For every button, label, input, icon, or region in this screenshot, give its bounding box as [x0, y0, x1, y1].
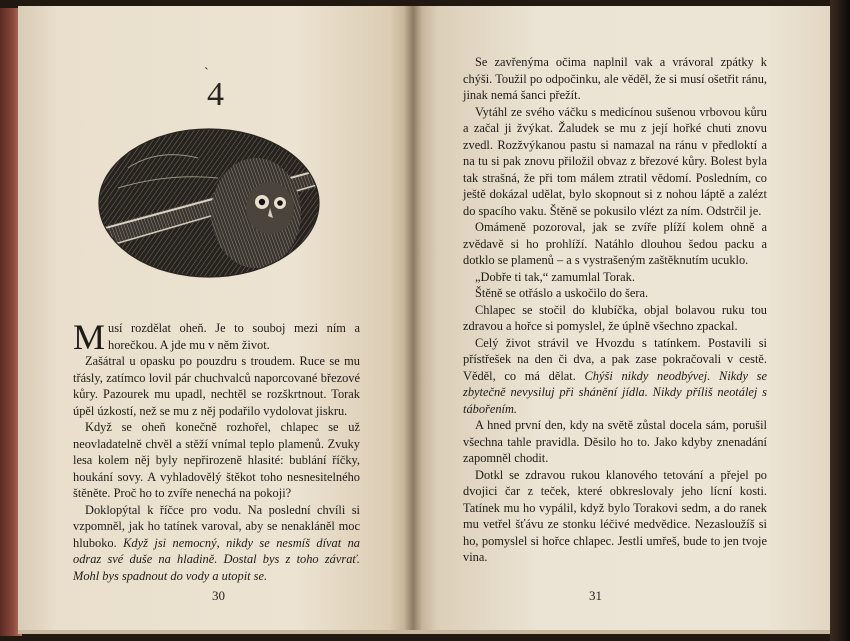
paragraph [73, 419, 360, 502]
paragraph [463, 54, 767, 104]
text-run: usí rozdělat oheň. Je to souboj mezi ním a horečkou. A jde mu v něm život. [108, 321, 360, 352]
chapter-number: 4 [207, 76, 224, 113]
text-run: „Dobře ti tak,“ zamumlal Torak. [475, 269, 635, 284]
text-run: Celý život strávil ve Hvozdu s tatínkem. Postavili si přístřešek na den či dva, a pak zase pokračovali v cestě. Věděl, co má dělat. [463, 335, 767, 383]
page-number-left: 30 [212, 588, 225, 603]
paragraph [463, 467, 767, 566]
text-run: Doklopýtal k říčce pro vodu. Na poslední chvíli si vzpomněl, jak ho tatínek varoval, aby se nenakláněl moc hluboko. [73, 502, 360, 550]
text-run: Zašátral u opasku po pouzdru s troudem. Ruce se mu třásly, zatímco lovil pár chuchvalců naporcované březové kůry. Pazourek mu upadl, nechtěl se rozškrtnout. Torak úpěl úzkostí, než se mu z něj podařilo vydolovat jiskru. [73, 354, 360, 418]
text-run: A hned první den, kdy na světě zůstal docela sám, porušil všechna tahle pravidla. Děsilo ho to. Jako kdyby znenadání zapomněl chodit. [463, 418, 767, 465]
left-page-text [73, 317, 360, 584]
paragraph [73, 502, 360, 585]
paragraph [73, 317, 360, 357]
text-run: Omámeně pozoroval, jak se zvíře plíží kolem ohně a zvědavě si ho prohlíží. Natáhlo dlouhou šedou packu a dotklo se plamenů – a s vystrašeným zaštěknutím ucuklo. [463, 220, 767, 267]
text-run: Štěně se otřáslo a uskočilo do šera. [475, 286, 649, 300]
right-page-text [463, 54, 767, 566]
paragraph [463, 335, 767, 418]
paragraph [463, 219, 767, 269]
drop-cap: M [73, 317, 106, 357]
paragraph [463, 285, 767, 302]
book-cover-edge-right [830, 0, 850, 641]
book-gutter [404, 6, 422, 630]
text-run: Chlapec se stočil do klubíčka, objal bolavou ruku tou zdravou a hořce si pomyslel, že úplně všechno zpackal. [463, 302, 767, 333]
text-run: Když se oheň konečně rozhořel, chlapec se už neovladatelně chvěl a stěží vnímal teplo plamenů. Zvuky lesa kolem něj byly nepřirozeně hlasité: bublání říčky, houkání sovy. A vyhladovělý štěkot toho nesnesitelného štěněte. Proč ho to zvíře nenechá na pokoji? [73, 420, 360, 500]
right-page [413, 6, 830, 630]
paragraph [463, 104, 767, 220]
owl-engraving-illustration [98, 128, 320, 278]
paragraph [73, 353, 360, 419]
paragraph [463, 302, 767, 335]
text-run: Se zavřenýma očima naplnil vak a vrávoral zpátky k chýši. Toužil po odpočinku, ale věděl, že si musí ošetřit ránu, jinak nemá šanci přežít. [463, 55, 767, 102]
ornament-mark: ˋ [204, 66, 209, 81]
text-run: Vytáhl ze svého váčku s medicínou sušenou vrbovou kůru a začal ji žvýkat. Žaludek se mu z její hořké chuti znovu zvedl. Rozžvýkanou pastu si namazal na ránu v předloktí a na tu si pak znovu přiložil obvaz z březové kůry. Bolest byla tak strašná, že při tom málem ztratil vědomí. Posledním, co ještě dokázal udělat, bylo skopnout si z nohou láptě a zalézt do spacího vaku. Štěně se pokusilo vlézt za ním. Odstrčil je. [463, 104, 767, 218]
paragraph [463, 269, 767, 286]
italic-text-run: Když jsi nemocný, nikdy se nesmíš dívat na odraz své duše na hladině. Dostal bys z toho závrať. Mohl bys spadnout do vody a utopit se. [73, 535, 360, 583]
text-run: Dotkl se zdravou rukou klanového tetování a přejel po dvojici čar z teček, které obkreslovaly jeho lícní kosti. Tatínek mu ho vypálil, když bylo Torakovi sedm, a do ranek mu vetřel šťávu ze stonku léčivé medvědice. Nezasloužíš si ho, pomyslel si hořce chlapec. Jestli umřeš, bude to jen tvoje vina. [463, 467, 767, 564]
paragraph [463, 417, 767, 467]
italic-text-run: Chýši nikdy neodbývej. Nikdy se zbytečně nevysiluj při shánění jídla. Nikdy příliš neotálej s tábořením. [463, 368, 767, 416]
page-number-right: 31 [589, 588, 602, 603]
left-page [18, 6, 413, 630]
